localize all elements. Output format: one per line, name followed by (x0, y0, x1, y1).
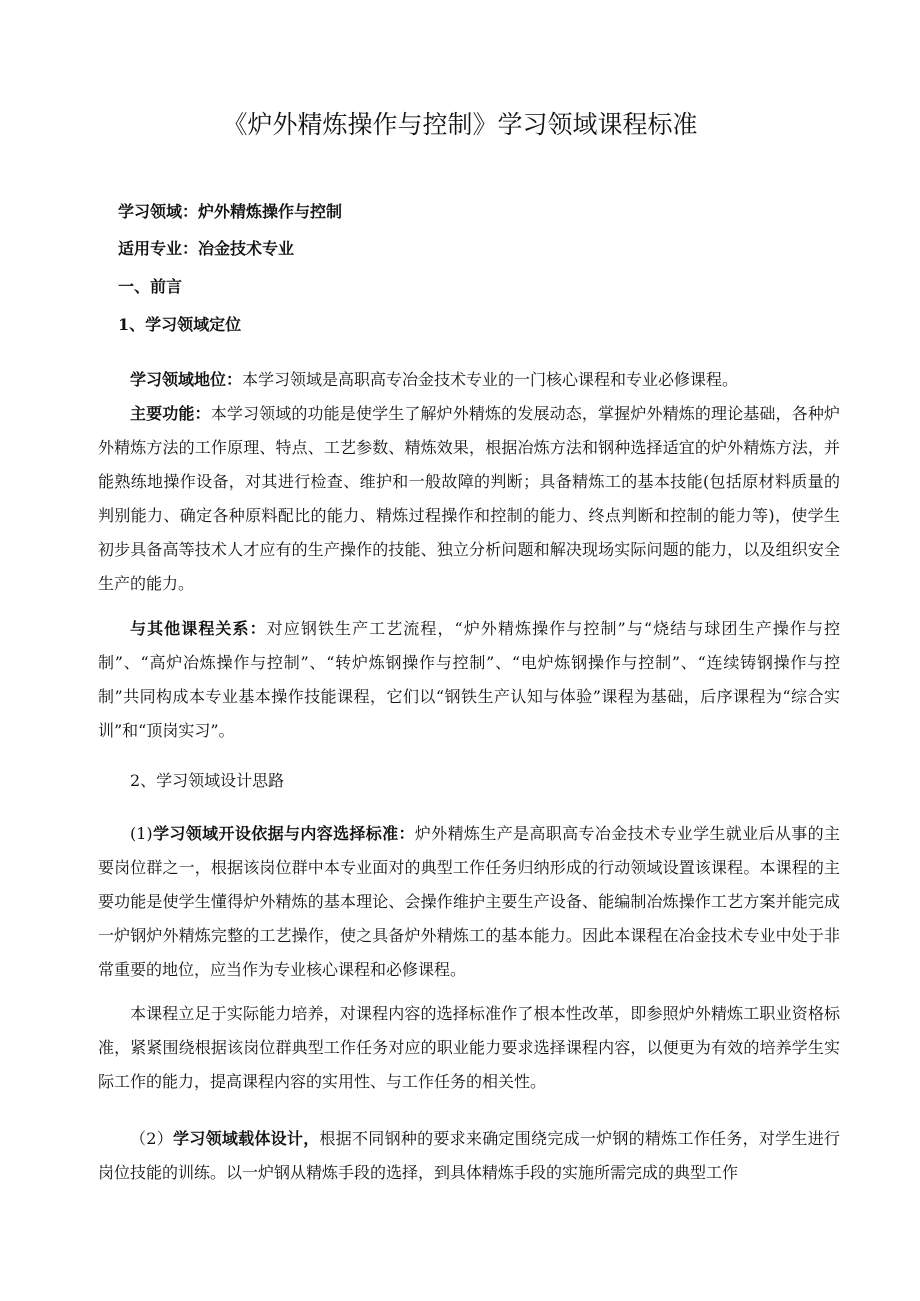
subsection-heading-design: 2、学习领域设计思路 (130, 771, 285, 790)
design2-text: 根据不同钢种的要求来确定围绕完成一炉钢的精炼工作任务，对学生进行岗位技能的训练。以一炉钢从精炼手段的选择，到具体精炼手段的实施所需完成的典型工作 (98, 1129, 840, 1182)
document-title: 《炉外精炼操作与控制》学习领域课程标准 (222, 110, 698, 139)
design1-text: 炉外精炼生产是高职高专冶金技术专业学生就业后从事的主要岗位群之一，根据该岗位群中本专业面对的典型工作任务归纳形成的行动领域设置该课程。本课程的主要功能是使学生懂得炉外精炼的基本理论、会操作维护主要生产设备、能编制冶炼操作工艺方案并能完成一炉钢炉外精炼完整的工艺操作，使之具备炉外精炼工的基本能力。因此本课程在冶金技术专业中处于非常重要的地位，应当作为专业核心课程和必修课程。 (98, 824, 840, 979)
relation-label: 与其他课程关系： (130, 619, 267, 638)
position-label: 学习领域地位： (130, 370, 243, 389)
relation-text: 对应钢铁生产工艺流程，“炉外精炼操作与控制”与“烧结与球团生产操作与控制”、“高炉冶炼操作与控制”、“转炉炼钢操作与控制”、“电炉炼钢操作与控制”、“连续铸钢操作与控制”共同构成本专业基本操作技能课程，它们以“钢铁生产认知与体验”课程为基础，后序课程为“综合实训”和“顶岗实习”。 (98, 619, 840, 740)
design1-prefix: (1) (130, 824, 153, 843)
design2-prefix: （2） (130, 1129, 174, 1148)
design1-label: 学习领域开设依据与内容选择标准： (152, 824, 415, 843)
major-label: 适用专业：冶金技术专业 (118, 239, 295, 258)
paragraph-function (98, 397, 840, 601)
section-heading-preface: 一、前言 (118, 277, 183, 296)
paragraph-design-basis (98, 817, 840, 987)
paragraph-relation (98, 612, 840, 748)
paragraph-design-continued: 本课程立足于实际能力培养，对课程内容的选择标准作了根本性改革，即参照炉外精炼工职业资格标准，紧紧围绕根据该岗位群典型工作任务对应的职业能力要求选择课程内容，以便更为有效的培养学生实际工作的能力，提高课程内容的实用性、与工作任务的相关性。 (98, 1004, 840, 1091)
function-text: 本学习领域的功能是使学生了解炉外精炼的发展动态，掌握炉外精炼的理论基础，各种炉外精炼方法的工作原理、特点、工艺参数、精炼效果，根据冶炼方法和钢种选择适宜的炉外精炼方法，并能熟练地操作设备，对其进行检查、维护和一般故障的判断；具备精炼工的基本技能(包括原材料质量的判别能力、确定各种原料配比的能力、精炼过程操作和控制的能力、终点判断和控制的能力等)，使学生初步具备高等技术人才应有的生产操作的技能、独立分析问题和解决现场实际问题的能力，以及组织安全生产的能力。 (98, 404, 840, 593)
position-text: 本学习领域是高职高专冶金技术专业的一门核心课程和专业必修课程。 (242, 370, 739, 389)
subsection-heading-positioning: 1、学习领域定位 (118, 315, 242, 334)
paragraph-position (98, 363, 840, 397)
field-label: 学习领域：炉外精炼操作与控制 (118, 202, 343, 221)
paragraph-carrier-design (98, 1122, 840, 1190)
function-label: 主要功能： (130, 404, 211, 423)
design2-label: 学习领域载体设计， (173, 1129, 320, 1148)
